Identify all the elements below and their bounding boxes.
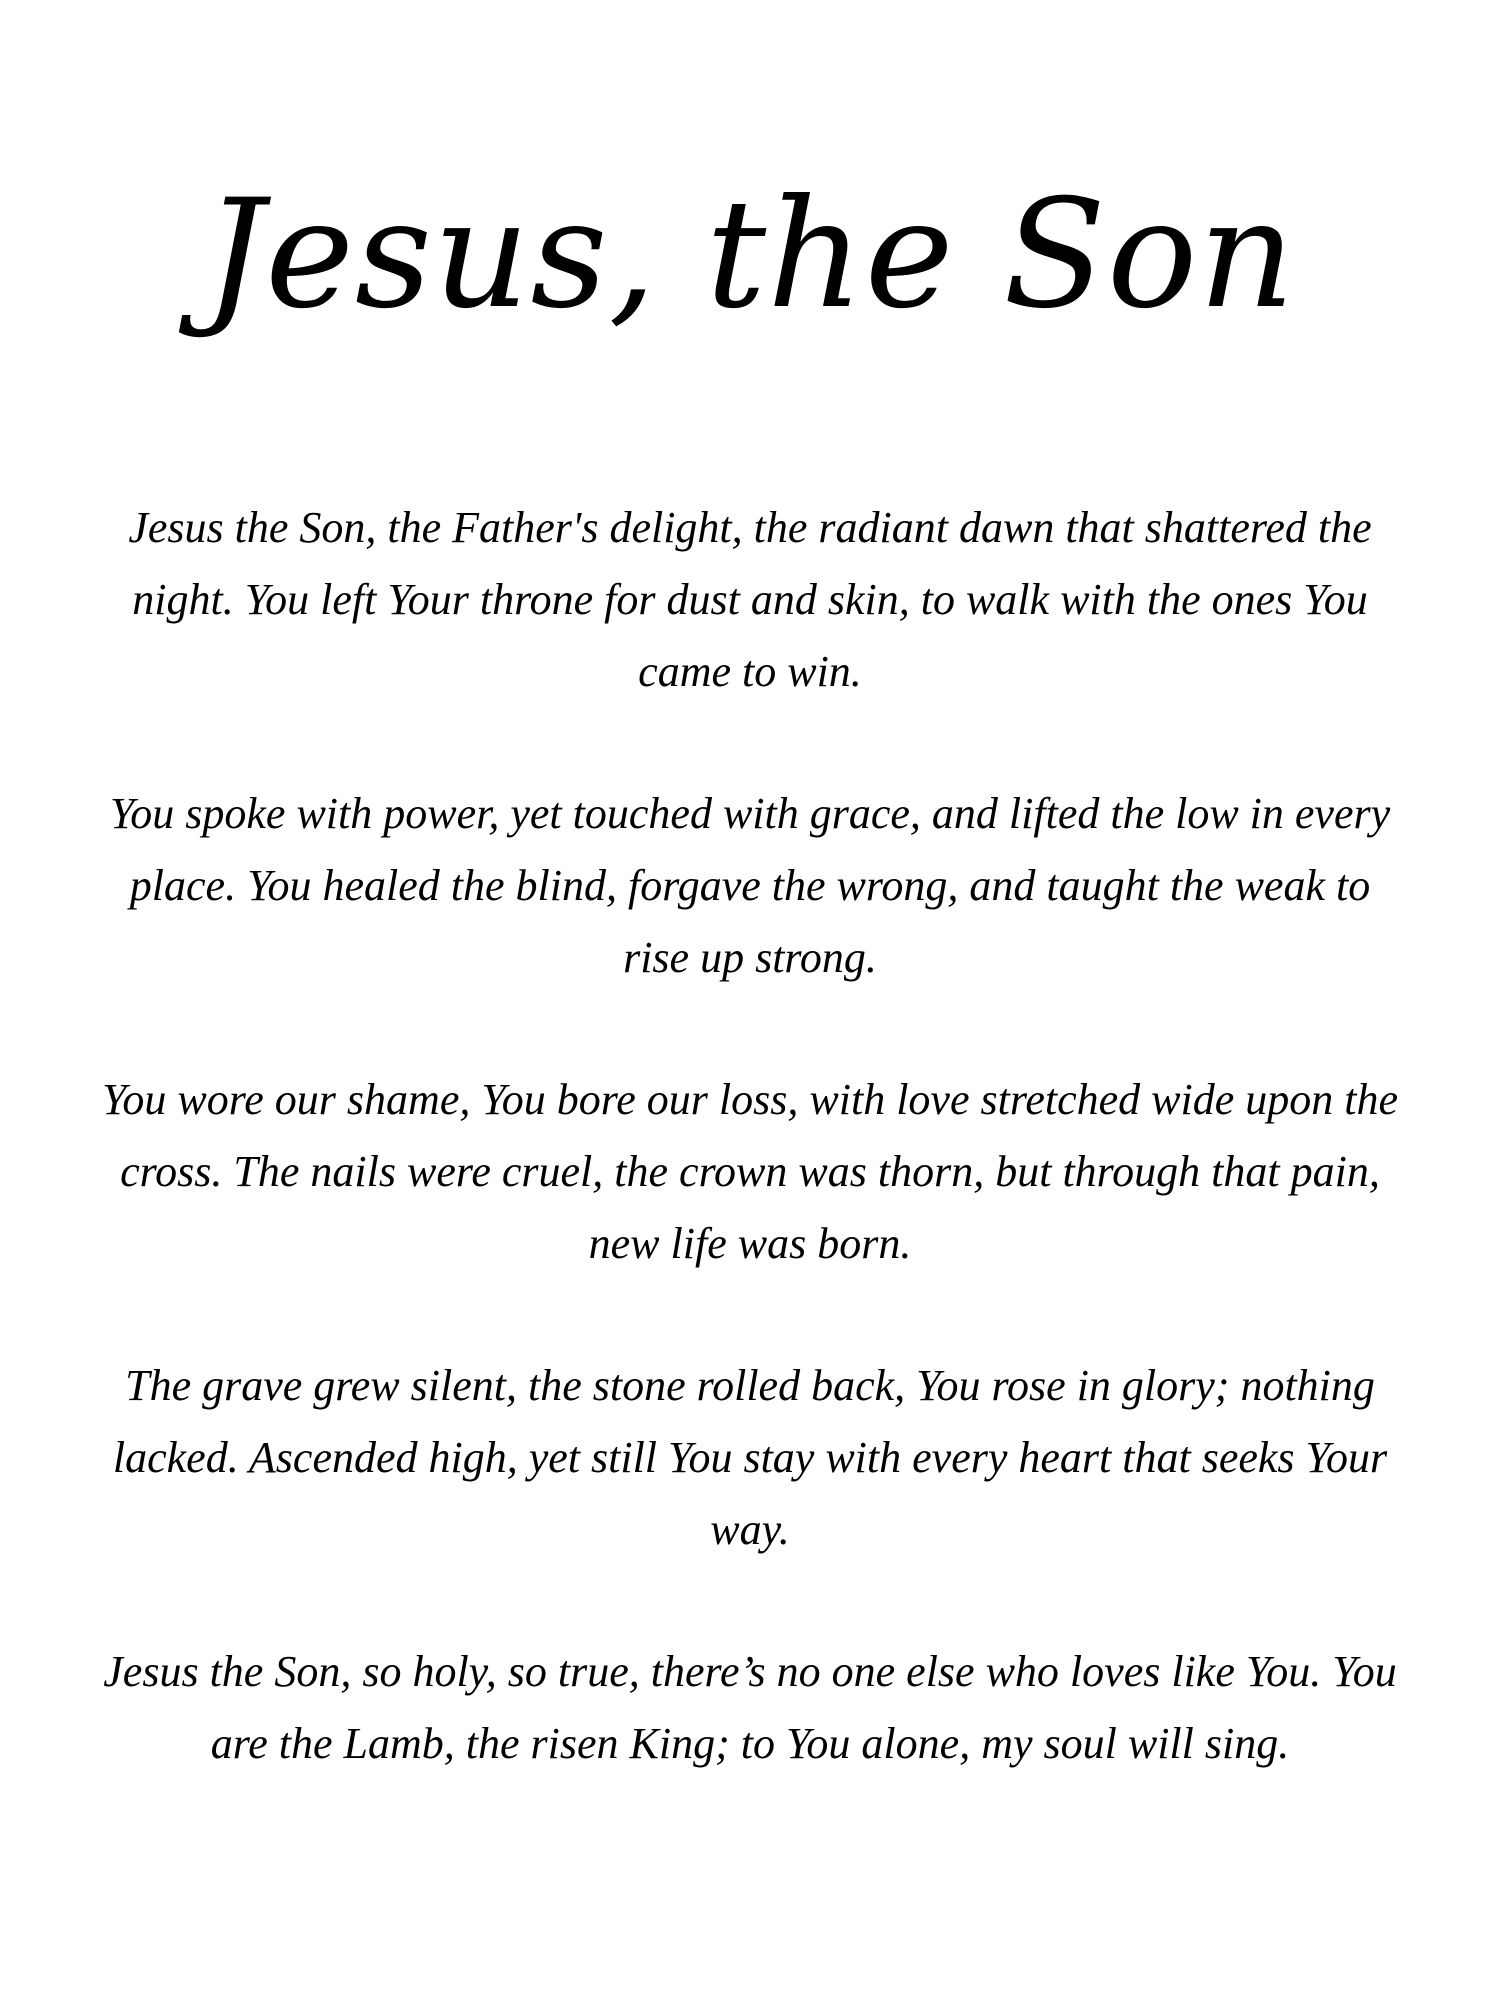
stanza-4: The grave grew silent, the stone rolled back, You rose in glory; nothing lacked. Ascended high, yet still You stay with every heart that seeks Your way. xyxy=(112,1361,1388,1554)
stanza-2: You spoke with power, yet touched with grace, and lifted the low in every place. You healed the blind, forgave the wrong, and taught the weak to rise up strong. xyxy=(109,789,1391,982)
stanza-1: Jesus the Son, the Father's delight, the radiant dawn that shattered the night. You left Your throne for dust and skin, to walk with the ones You came to win. xyxy=(128,503,1372,696)
poem-body xyxy=(100,492,1400,1780)
poem-title: Jesus, the Son xyxy=(204,168,1296,342)
stanza-5: Jesus the Son, so holy, so true, there’s no one else who loves like You. You are the Lamb, the risen King; to You alone, my soul will sing. xyxy=(103,1647,1397,1768)
stanza-3: You wore our shame, You bore our loss, with love stretched wide upon the cross. The nails were cruel, the crown was thorn, but through that pain, new life was born. xyxy=(102,1075,1398,1268)
